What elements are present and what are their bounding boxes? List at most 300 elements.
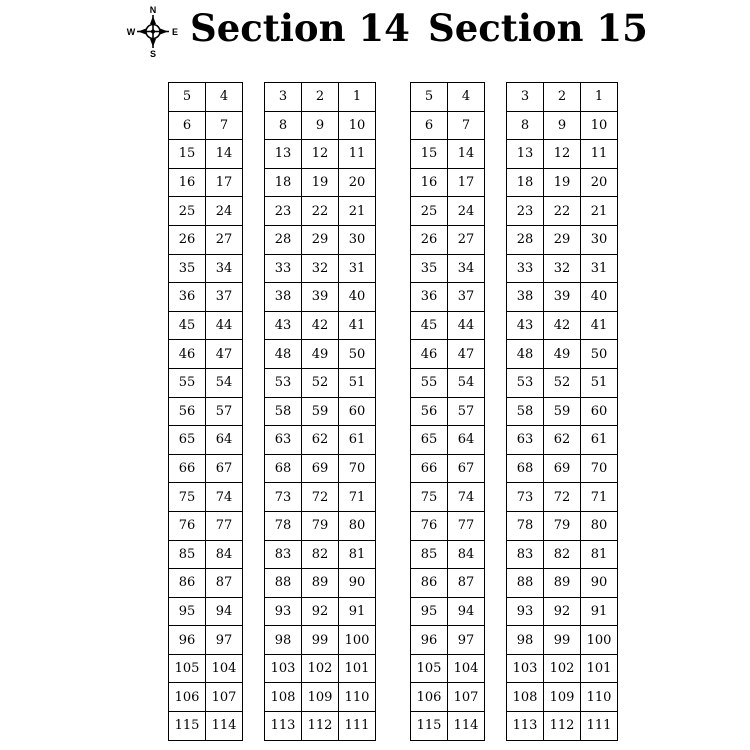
seat-cell: 76	[411, 511, 448, 540]
seat-cell: 69	[302, 454, 339, 483]
seat-cell: 13	[507, 140, 544, 169]
seat-cell: 86	[169, 569, 206, 598]
seat-row	[169, 197, 243, 226]
seat-cell: 19	[544, 168, 581, 197]
seat-cell: 113	[265, 712, 302, 741]
seat-row	[507, 483, 618, 512]
seat-cell: 93	[265, 597, 302, 626]
seat-row	[411, 168, 485, 197]
seat-cell: 46	[411, 340, 448, 369]
seat-cell: 105	[169, 654, 206, 683]
seat-row	[507, 311, 618, 340]
seat-row	[411, 283, 485, 312]
seat-cell: 85	[169, 540, 206, 569]
seat-cell: 9	[302, 111, 339, 140]
seat-cell: 95	[411, 597, 448, 626]
seat-row	[169, 225, 243, 254]
seat-cell: 91	[339, 597, 376, 626]
seat-cell: 90	[581, 569, 618, 598]
seat-cell: 26	[169, 225, 206, 254]
seat-cell: 51	[581, 368, 618, 397]
seat-cell: 69	[544, 454, 581, 483]
seat-cell: 85	[411, 540, 448, 569]
seat-cell: 37	[448, 283, 485, 312]
seat-cell: 14	[206, 140, 243, 169]
seat-cell: 34	[206, 254, 243, 283]
seat-row	[411, 426, 485, 455]
seat-cell: 73	[507, 483, 544, 512]
seat-cell: 68	[265, 454, 302, 483]
seat-cell: 89	[544, 569, 581, 598]
seat-cell: 6	[169, 111, 206, 140]
seat-cell: 62	[544, 426, 581, 455]
seat-cell: 30	[339, 225, 376, 254]
seat-row	[507, 140, 618, 169]
seat-cell: 29	[302, 225, 339, 254]
compass-rose-icon	[122, 4, 180, 58]
seat-cell: 13	[265, 140, 302, 169]
seat-cell: 89	[302, 569, 339, 598]
seat-row	[265, 483, 376, 512]
seat-cell: 65	[169, 426, 206, 455]
compass-west-label: W	[126, 27, 136, 37]
seat-cell: 70	[339, 454, 376, 483]
seat-cell: 107	[206, 683, 243, 712]
seat-cell: 111	[581, 712, 618, 741]
seat-cell: 22	[302, 197, 339, 226]
seat-row	[507, 654, 618, 683]
seat-cell: 44	[206, 311, 243, 340]
seat-cell: 66	[169, 454, 206, 483]
seat-cell: 20	[581, 168, 618, 197]
seat-cell: 54	[206, 368, 243, 397]
seat-cell: 45	[411, 311, 448, 340]
seat-cell: 23	[507, 197, 544, 226]
seat-cell: 8	[507, 111, 544, 140]
section-14-title: Section 14	[190, 6, 410, 50]
seat-cell: 110	[339, 683, 376, 712]
seat-cell: 53	[507, 368, 544, 397]
seat-cell: 100	[581, 626, 618, 655]
seat-cell: 105	[411, 654, 448, 683]
seat-cell: 29	[544, 225, 581, 254]
seat-cell: 88	[265, 569, 302, 598]
seat-cell: 2	[302, 83, 339, 112]
seat-cell: 98	[265, 626, 302, 655]
seat-cell: 67	[448, 454, 485, 483]
seat-row	[411, 340, 485, 369]
seat-cell: 54	[448, 368, 485, 397]
seat-cell: 115	[169, 712, 206, 741]
seat-cell: 74	[448, 483, 485, 512]
seat-cell: 58	[507, 397, 544, 426]
seat-row	[507, 540, 618, 569]
seat-cell: 101	[339, 654, 376, 683]
seat-cell: 84	[448, 540, 485, 569]
seat-row	[507, 426, 618, 455]
seat-row	[169, 140, 243, 169]
seat-row	[411, 511, 485, 540]
seat-cell: 15	[411, 140, 448, 169]
seat-cell: 31	[581, 254, 618, 283]
seat-row	[411, 654, 485, 683]
seat-row	[169, 283, 243, 312]
seat-cell: 3	[507, 83, 544, 112]
seat-cell: 71	[339, 483, 376, 512]
seat-cell: 46	[169, 340, 206, 369]
seat-row	[411, 683, 485, 712]
seat-row	[265, 540, 376, 569]
seat-cell: 23	[265, 197, 302, 226]
seat-cell: 112	[544, 712, 581, 741]
seat-cell: 108	[507, 683, 544, 712]
seat-cell: 67	[206, 454, 243, 483]
seat-cell: 75	[411, 483, 448, 512]
seat-cell: 92	[544, 597, 581, 626]
seat-cell: 110	[581, 683, 618, 712]
section-14-left-seat-block	[168, 82, 243, 741]
seat-row	[507, 511, 618, 540]
seat-cell: 95	[169, 597, 206, 626]
seat-cell: 63	[507, 426, 544, 455]
seat-row	[169, 483, 243, 512]
seat-cell: 38	[507, 283, 544, 312]
seat-row	[507, 340, 618, 369]
seat-row	[169, 397, 243, 426]
seat-cell: 19	[302, 168, 339, 197]
seat-cell: 36	[169, 283, 206, 312]
seat-cell: 77	[206, 511, 243, 540]
seat-row	[411, 597, 485, 626]
seat-cell: 11	[581, 140, 618, 169]
seat-cell: 35	[411, 254, 448, 283]
seat-cell: 42	[302, 311, 339, 340]
seat-cell: 86	[411, 569, 448, 598]
seat-cell: 47	[206, 340, 243, 369]
seat-cell: 51	[339, 368, 376, 397]
seat-cell: 96	[169, 626, 206, 655]
seat-row	[411, 140, 485, 169]
seat-cell: 32	[302, 254, 339, 283]
seat-cell: 94	[448, 597, 485, 626]
seat-cell: 70	[581, 454, 618, 483]
seat-cell: 1	[581, 83, 618, 112]
seat-cell: 109	[302, 683, 339, 712]
seat-cell: 22	[544, 197, 581, 226]
seat-cell: 40	[339, 283, 376, 312]
seat-row	[265, 426, 376, 455]
seat-cell: 97	[206, 626, 243, 655]
seat-row	[411, 225, 485, 254]
seat-cell: 28	[507, 225, 544, 254]
seat-cell: 12	[544, 140, 581, 169]
seat-row	[265, 83, 376, 112]
seat-cell: 107	[448, 683, 485, 712]
seat-cell: 27	[448, 225, 485, 254]
section-14-right-seat-block	[264, 82, 376, 741]
seat-cell: 8	[265, 111, 302, 140]
seat-cell: 73	[265, 483, 302, 512]
seat-cell: 68	[507, 454, 544, 483]
seat-cell: 20	[339, 168, 376, 197]
seat-cell: 100	[339, 626, 376, 655]
seat-cell: 52	[302, 368, 339, 397]
seat-row	[507, 225, 618, 254]
seat-row	[169, 597, 243, 626]
seat-cell: 5	[411, 83, 448, 112]
seat-cell: 16	[411, 168, 448, 197]
seat-cell: 111	[339, 712, 376, 741]
seat-cell: 65	[411, 426, 448, 455]
seat-row	[265, 311, 376, 340]
seat-cell: 43	[265, 311, 302, 340]
seat-cell: 60	[581, 397, 618, 426]
seat-cell: 113	[507, 712, 544, 741]
seat-cell: 7	[206, 111, 243, 140]
seat-row	[265, 712, 376, 741]
seat-cell: 80	[581, 511, 618, 540]
seat-cell: 44	[448, 311, 485, 340]
seat-cell: 39	[302, 283, 339, 312]
seat-cell: 38	[265, 283, 302, 312]
seat-row	[169, 712, 243, 741]
seat-row	[411, 83, 485, 112]
seat-cell: 55	[169, 368, 206, 397]
seat-row	[507, 368, 618, 397]
section-15-title: Section 15	[428, 6, 648, 50]
seat-cell: 30	[581, 225, 618, 254]
seat-cell: 102	[302, 654, 339, 683]
seat-row	[265, 683, 376, 712]
seat-row	[411, 368, 485, 397]
seat-cell: 71	[581, 483, 618, 512]
seat-cell: 57	[206, 397, 243, 426]
seat-row	[411, 397, 485, 426]
seat-cell: 17	[448, 168, 485, 197]
seat-cell: 96	[411, 626, 448, 655]
seat-cell: 80	[339, 511, 376, 540]
seat-cell: 76	[169, 511, 206, 540]
seat-cell: 83	[507, 540, 544, 569]
seat-row	[169, 368, 243, 397]
seat-cell: 77	[448, 511, 485, 540]
seat-row	[411, 254, 485, 283]
seat-cell: 4	[206, 83, 243, 112]
seat-row	[265, 368, 376, 397]
seat-row	[411, 197, 485, 226]
seat-row	[507, 283, 618, 312]
seat-row	[265, 569, 376, 598]
seat-cell: 64	[448, 426, 485, 455]
seat-cell: 108	[265, 683, 302, 712]
seat-row	[169, 511, 243, 540]
seat-cell: 81	[581, 540, 618, 569]
seat-row	[265, 397, 376, 426]
seat-cell: 79	[544, 511, 581, 540]
seat-cell: 40	[581, 283, 618, 312]
seat-cell: 34	[448, 254, 485, 283]
seat-row	[411, 454, 485, 483]
seat-cell: 103	[507, 654, 544, 683]
seat-cell: 31	[339, 254, 376, 283]
seat-cell: 52	[544, 368, 581, 397]
seat-cell: 63	[265, 426, 302, 455]
seat-row	[507, 626, 618, 655]
seat-row	[169, 111, 243, 140]
seat-cell: 103	[265, 654, 302, 683]
seat-cell: 78	[265, 511, 302, 540]
seat-row	[169, 626, 243, 655]
section-15-right-seat-block	[506, 82, 618, 741]
seat-cell: 33	[265, 254, 302, 283]
seat-row	[507, 254, 618, 283]
seat-row	[265, 225, 376, 254]
seat-cell: 1	[339, 83, 376, 112]
seat-cell: 74	[206, 483, 243, 512]
seat-cell: 84	[206, 540, 243, 569]
seat-cell: 99	[302, 626, 339, 655]
seat-row	[411, 483, 485, 512]
seat-cell: 50	[339, 340, 376, 369]
seat-row	[411, 540, 485, 569]
seat-cell: 66	[411, 454, 448, 483]
seat-cell: 92	[302, 597, 339, 626]
seat-cell: 53	[265, 368, 302, 397]
seat-cell: 72	[302, 483, 339, 512]
seat-cell: 21	[581, 197, 618, 226]
seat-cell: 26	[411, 225, 448, 254]
seat-cell: 11	[339, 140, 376, 169]
seat-cell: 15	[169, 140, 206, 169]
seat-cell: 93	[507, 597, 544, 626]
seat-cell: 90	[339, 569, 376, 598]
seat-cell: 6	[411, 111, 448, 140]
seat-row	[265, 511, 376, 540]
seat-cell: 3	[265, 83, 302, 112]
seat-cell: 83	[265, 540, 302, 569]
seat-cell: 79	[302, 511, 339, 540]
seat-cell: 36	[411, 283, 448, 312]
seat-cell: 35	[169, 254, 206, 283]
seat-cell: 61	[339, 426, 376, 455]
seat-cell: 62	[302, 426, 339, 455]
seat-row	[411, 712, 485, 741]
seat-cell: 59	[302, 397, 339, 426]
seat-cell: 5	[169, 83, 206, 112]
seat-row	[169, 311, 243, 340]
seat-cell: 17	[206, 168, 243, 197]
seat-cell: 104	[206, 654, 243, 683]
seat-cell: 94	[206, 597, 243, 626]
seat-cell: 41	[339, 311, 376, 340]
seat-cell: 4	[448, 83, 485, 112]
seat-cell: 101	[581, 654, 618, 683]
seat-row	[265, 340, 376, 369]
seat-row	[265, 454, 376, 483]
seat-cell: 75	[169, 483, 206, 512]
seat-cell: 114	[448, 712, 485, 741]
seat-row	[507, 197, 618, 226]
seat-cell: 112	[302, 712, 339, 741]
seat-cell: 106	[411, 683, 448, 712]
seat-row	[169, 683, 243, 712]
seat-cell: 24	[448, 197, 485, 226]
compass-north-label: N	[149, 5, 157, 15]
seat-cell: 87	[448, 569, 485, 598]
seat-cell: 97	[448, 626, 485, 655]
seat-row	[169, 83, 243, 112]
seat-cell: 10	[581, 111, 618, 140]
seat-cell: 27	[206, 225, 243, 254]
seat-cell: 18	[265, 168, 302, 197]
seat-cell: 115	[411, 712, 448, 741]
seat-row	[169, 254, 243, 283]
seat-row	[411, 626, 485, 655]
seat-row	[411, 111, 485, 140]
seat-cell: 39	[544, 283, 581, 312]
seat-cell: 49	[544, 340, 581, 369]
seat-cell: 102	[544, 654, 581, 683]
compass-south-label: S	[149, 49, 157, 58]
seat-cell: 12	[302, 140, 339, 169]
seat-cell: 45	[169, 311, 206, 340]
seat-row	[507, 569, 618, 598]
seat-cell: 32	[544, 254, 581, 283]
seat-row	[507, 111, 618, 140]
seat-cell: 88	[507, 569, 544, 598]
seat-row	[507, 712, 618, 741]
seat-cell: 28	[265, 225, 302, 254]
seat-cell: 55	[411, 368, 448, 397]
seat-cell: 9	[544, 111, 581, 140]
seat-cell: 49	[302, 340, 339, 369]
seat-cell: 10	[339, 111, 376, 140]
seat-cell: 91	[581, 597, 618, 626]
seat-cell: 56	[169, 397, 206, 426]
seat-cell: 104	[448, 654, 485, 683]
seat-cell: 7	[448, 111, 485, 140]
seat-row	[507, 83, 618, 112]
seat-cell: 16	[169, 168, 206, 197]
seat-row	[507, 683, 618, 712]
seat-cell: 99	[544, 626, 581, 655]
seat-row	[265, 626, 376, 655]
seat-cell: 21	[339, 197, 376, 226]
compass-east-label: E	[171, 27, 179, 37]
seat-row	[265, 283, 376, 312]
seat-cell: 72	[544, 483, 581, 512]
seat-cell: 64	[206, 426, 243, 455]
seat-row	[169, 654, 243, 683]
seat-cell: 25	[411, 197, 448, 226]
seat-cell: 41	[581, 311, 618, 340]
seat-row	[169, 540, 243, 569]
seat-row	[507, 454, 618, 483]
seat-cell: 24	[206, 197, 243, 226]
seat-cell: 114	[206, 712, 243, 741]
seat-cell: 33	[507, 254, 544, 283]
seat-row	[411, 569, 485, 598]
seat-row	[507, 597, 618, 626]
seat-cell: 98	[507, 626, 544, 655]
seat-row	[169, 168, 243, 197]
seat-row	[169, 454, 243, 483]
seat-cell: 25	[169, 197, 206, 226]
seat-cell: 81	[339, 540, 376, 569]
seat-row	[507, 397, 618, 426]
seat-cell: 37	[206, 283, 243, 312]
seat-cell: 50	[581, 340, 618, 369]
